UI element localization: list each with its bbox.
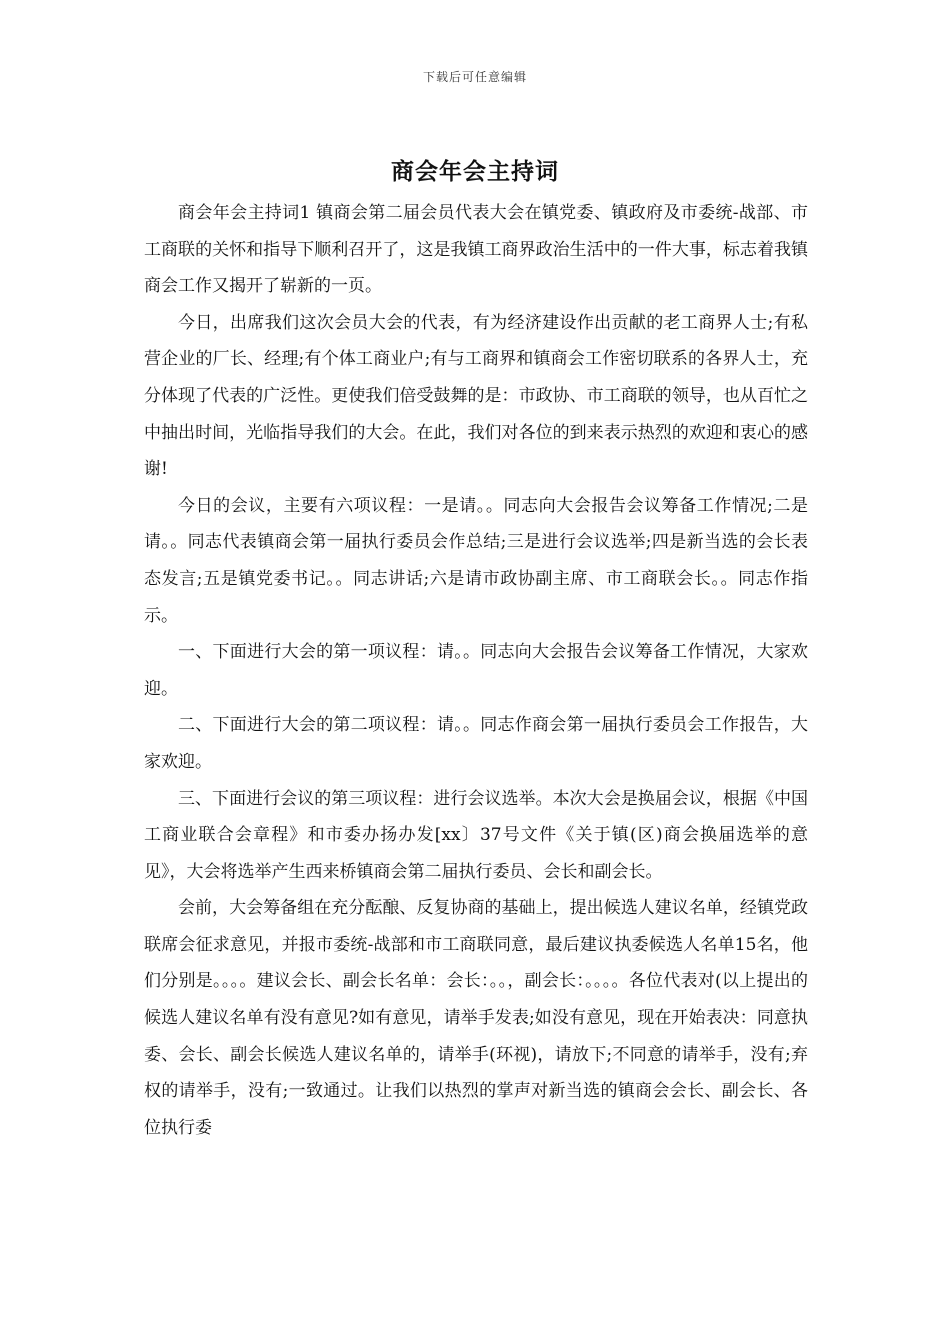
paragraph: 商会年会主持词1 镇商会第二届会员代表大会在镇党委、镇政府及市委统-战部、市工商联的关怀和指导下顺利召开了，这是我镇工商界政治生活中的一件大事，标志着我镇商会工作又揭开了崭新的一页。 (144, 203, 808, 297)
paragraph: 二、下面进行大会的第二项议程：请。。同志作商会第一届执行委员会工作报告，大家欢迎。 (144, 715, 808, 772)
header-note: 下载后可任意编辑 (422, 70, 527, 84)
paragraph: 今日的会议，主要有六项议程：一是请。。同志向大会报告会议筹备工作情况;二是请。。同志代表镇商会第一届执行委员会作总结;三是进行会议选举;四是新当选的会长表态发言;五是镇党委书记。。同志讲话;六是请市政协副主席、市工商联会长。。同志作指示。 (144, 495, 808, 626)
document-title: 商会年会主持词 (391, 158, 559, 185)
paragraph: 三、下面进行会议的第三项议程：进行会议选举。本次大会是换届会议，根据《中国工商业联合会章程》和市委办扬办发[xx〕37号文件《关于镇(区)商会换届选举的意见》，大会将选举产生西来桥镇商会第二届执行委员、会长和副会长。 (144, 788, 808, 882)
document-body (144, 195, 808, 1146)
paragraph: 会前，大会筹备组在充分酝酿、反复协商的基础上，提出候选人建议名单，经镇党政联席会征求意见，并报市委统-战部和市工商联同意，最后建议执委候选人名单15名，他们分别是。。。。建议会长、副会长名单：会长：。。，副会长：。。。。各位代表对(以上提出的候选人建议名单有没有意见?如有意见，请举手发表;如没有意见，现在开始表决：同意执委、会长、副会长候选人建议名单的，请举手(环视)，请放下;不同意的请举手，没有;弃权的请举手，没有;一致通过。让我们以热烈的掌声对新当选的镇商会会长、副会长、各位执行委 (144, 898, 808, 1138)
paragraph: 一、下面进行大会的第一项议程：请。。同志向大会报告会议筹备工作情况，大家欢迎。 (144, 642, 808, 699)
paragraph: 今日，出席我们这次会员大会的代表，有为经济建设作出贡献的老工商界人士;有私营企业的厂长、经理;有个体工商业户;有与工商界和镇商会工作密切联系的各界人士，充分体现了代表的广泛性。更使我们倍受鼓舞的是：市政协、市工商联的领导，也从百忙之中抽出时间，光临指导我们的大会。在此，我们对各位的到来表示热烈的欢迎和衷心的感谢! (144, 312, 808, 480)
